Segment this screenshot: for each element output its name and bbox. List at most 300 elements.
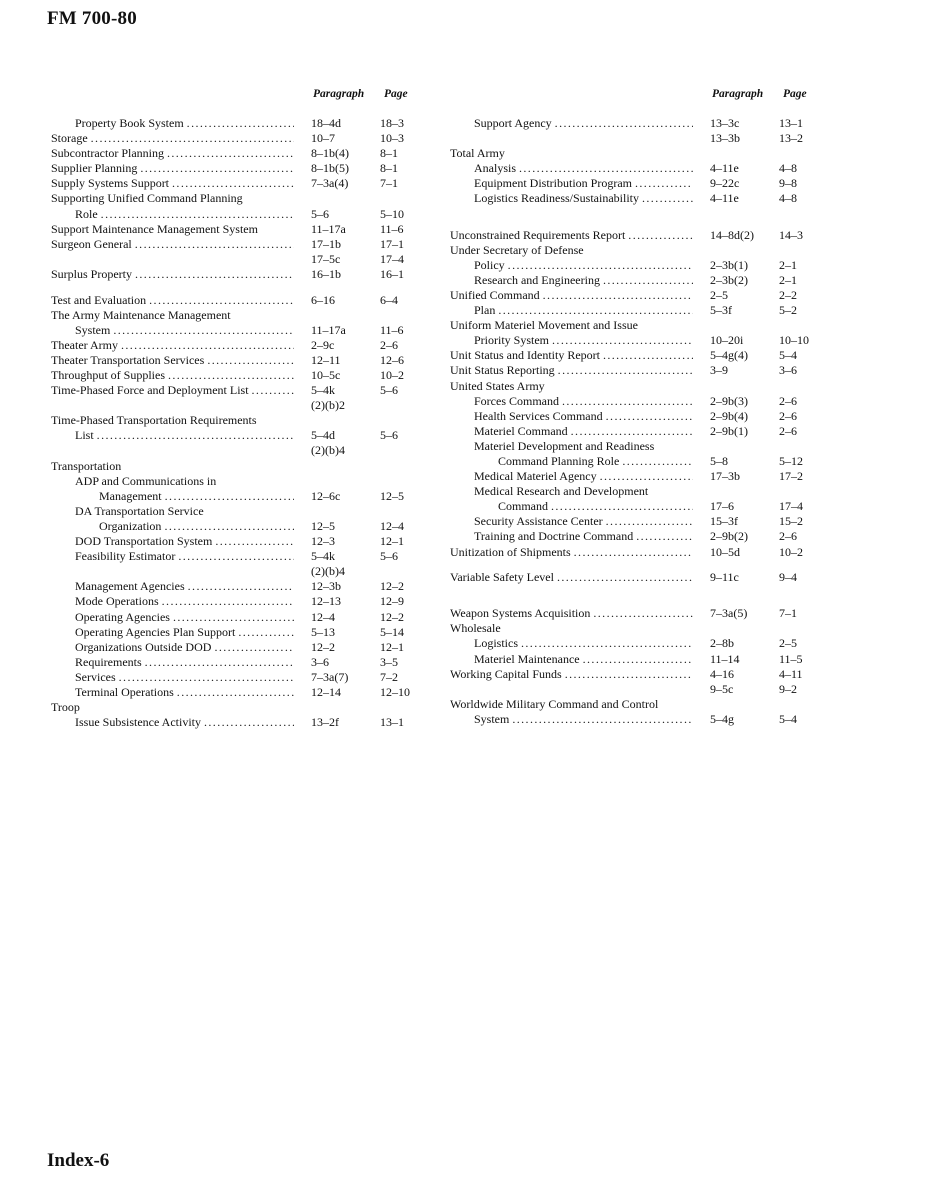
- entry-term: [75, 685, 294, 700]
- entry-term: [99, 489, 294, 504]
- index-entry: [51, 308, 426, 323]
- entry-term-text: DA Transportation Service: [75, 503, 204, 518]
- entry-term-text: Issue Subsistence Activity: [75, 715, 201, 730]
- dot-leader: [135, 267, 294, 282]
- entry-term-text: Materiel Command: [474, 423, 568, 438]
- index-entry: [450, 697, 825, 712]
- entry-paragraph: 5–4d: [311, 428, 335, 443]
- entry-page: 2–1: [779, 272, 797, 287]
- dot-leader: [168, 368, 294, 383]
- entry-paragraph: 2–8b: [710, 636, 734, 651]
- entry-paragraph: 11–14: [710, 651, 740, 666]
- entry-term-text: System: [474, 711, 510, 726]
- entry-term-text: Priority System: [474, 333, 550, 348]
- index-entry: [450, 529, 825, 544]
- entry-paragraph: 2–9b(3): [710, 393, 748, 408]
- index-entry: [51, 267, 426, 282]
- entry-page: 5–6: [380, 428, 398, 443]
- entry-term-text: Total Army: [450, 146, 505, 161]
- entry-page: 10–2: [779, 544, 803, 559]
- entry-term-text: Supporting Unified Command Planning: [51, 191, 243, 206]
- entry-term: [474, 161, 693, 176]
- entry-term-text: Mode Operations: [75, 594, 159, 609]
- entry-paragraph: 17–6: [710, 499, 734, 514]
- entry-term: [75, 594, 294, 609]
- entry-term-text: Transportation: [51, 458, 122, 473]
- entry-page: 2–1: [779, 257, 797, 272]
- dot-leader: [207, 353, 294, 368]
- entry-paragraph: 3–6: [311, 654, 329, 669]
- index-entry: [450, 273, 825, 288]
- entry-term-text: Throughput of Supplies: [51, 368, 165, 382]
- dot-leader: [178, 549, 294, 564]
- entry-term: [75, 579, 294, 594]
- dot-leader: [164, 519, 294, 534]
- index-entry: [51, 413, 426, 428]
- entry-page: 5–4: [779, 711, 797, 726]
- entry-term: [474, 469, 693, 484]
- index-entry: [450, 348, 825, 363]
- entry-page: 15–2: [779, 514, 803, 529]
- entry-paragraph: (2)(b)4: [311, 564, 345, 579]
- entry-paragraph: (2)(b)2: [311, 398, 345, 413]
- entry-paragraph: 10–5c: [311, 368, 341, 382]
- dot-leader: [238, 625, 294, 640]
- entry-term-text: Management: [99, 488, 162, 503]
- entry-term-text: Training and Doctrine Command: [474, 529, 634, 544]
- entry-paragraph: 8–1b(4): [311, 146, 349, 161]
- entry-term: [474, 424, 693, 439]
- entry-term: [498, 454, 693, 469]
- entry-page: 11–6: [380, 221, 404, 236]
- index-entry: [51, 222, 426, 237]
- dot-leader: [173, 610, 294, 625]
- dot-leader: [149, 293, 294, 308]
- entry-paragraph: 12–13: [311, 594, 341, 609]
- index-entry: [450, 514, 825, 529]
- entry-paragraph: 10–7: [311, 131, 335, 146]
- entry-paragraph: 12–2: [311, 639, 335, 654]
- page-column-header: Page: [384, 88, 408, 100]
- entry-term: [474, 652, 693, 667]
- index-entry: [51, 176, 426, 191]
- index-entry: [51, 504, 426, 519]
- entry-page: 2–6: [779, 423, 797, 438]
- index-entry: [450, 712, 825, 727]
- entry-term: [450, 606, 693, 621]
- page-column-header: Page: [783, 88, 807, 100]
- entry-paragraph: 2–9b(4): [710, 408, 748, 423]
- dot-leader: [162, 594, 294, 609]
- entry-term-text: Uniform Materiel Movement and Issue: [450, 318, 638, 333]
- entry-term: [51, 368, 294, 383]
- entry-term: [474, 258, 693, 273]
- entry-paragraph: 5–4k: [311, 549, 335, 564]
- entry-paragraph: 6–16: [311, 292, 335, 307]
- entry-paragraph: 16–1b: [311, 266, 341, 281]
- index-entry: [51, 383, 426, 398]
- entry-paragraph: 5–4g: [710, 711, 734, 726]
- index-entry: [450, 379, 825, 394]
- index-entry: [51, 489, 426, 504]
- entry-term: [75, 655, 294, 670]
- entry-term: [450, 667, 693, 682]
- entry-term-text: Terminal Operations: [75, 684, 174, 699]
- index-entry: [51, 368, 426, 383]
- entry-term-text: Unit Status and Identity Report: [450, 348, 600, 363]
- index-entry: [51, 131, 426, 146]
- entry-term: [474, 273, 693, 288]
- index-entry: [450, 424, 825, 439]
- entry-term-text: Wholesale: [450, 621, 501, 636]
- entry-term: [474, 514, 693, 529]
- index-entry: [450, 161, 825, 176]
- entry-term-text: Materiel Maintenance: [474, 651, 580, 666]
- dot-leader: [565, 667, 693, 682]
- index-entry: [51, 161, 426, 176]
- dot-leader: [113, 323, 294, 338]
- entry-term-text: Logistics Readiness/Sustainability: [474, 191, 639, 206]
- entry-term: [51, 459, 351, 474]
- entry-term-text: Services: [75, 669, 116, 684]
- dot-leader: [557, 570, 693, 585]
- entry-page: 7–2: [380, 669, 398, 684]
- index-entry: [51, 237, 426, 252]
- entry-spacer: [450, 207, 825, 218]
- entry-paragraph: 8–1b(5): [311, 161, 349, 176]
- entry-term: [474, 529, 693, 544]
- dot-leader: [606, 514, 693, 529]
- entry-term: [450, 621, 750, 636]
- dot-leader: [512, 712, 693, 727]
- dot-leader: [97, 428, 294, 443]
- entry-term-text: Supplier Planning: [51, 161, 138, 176]
- entry-page: 2–6: [380, 337, 398, 352]
- entry-term-text: Medical Materiel Agency: [474, 469, 597, 484]
- dot-leader: [167, 146, 294, 161]
- running-header: FM 700-80: [47, 8, 137, 29]
- entry-spacer: [450, 560, 825, 571]
- index-entry: [51, 428, 426, 443]
- index-entry: [51, 474, 426, 489]
- entry-term: [75, 116, 294, 131]
- index-entry: [51, 459, 426, 474]
- index-entry: [51, 715, 426, 730]
- entry-paragraph: 17–3b: [710, 469, 740, 484]
- entry-term-text: Materiel Development and Readiness: [474, 438, 655, 453]
- dot-leader: [508, 258, 693, 273]
- index-entry: [51, 700, 426, 715]
- entry-term: [51, 413, 351, 428]
- index-entry: [51, 207, 426, 222]
- dot-leader: [121, 338, 294, 353]
- entry-term-text: List: [75, 428, 94, 443]
- entry-paragraph: 12–6c: [311, 488, 341, 503]
- entry-term-text: Command Planning Role: [498, 453, 620, 468]
- index-entry: [450, 484, 825, 499]
- index-entry: [51, 670, 426, 685]
- column-headers: [450, 86, 825, 116]
- dot-leader: [603, 273, 693, 288]
- dot-leader: [91, 131, 294, 146]
- index-entry: [450, 499, 825, 514]
- entry-paragraph: 12–4: [311, 609, 335, 624]
- index-column-left: [51, 86, 426, 730]
- index-entry: [51, 338, 426, 353]
- dot-leader: [583, 652, 693, 667]
- entry-page: 13–2: [779, 131, 803, 146]
- entry-page: 5–2: [779, 303, 797, 318]
- entry-page: 2–5: [779, 636, 797, 651]
- entry-paragraph: 12–3b: [311, 579, 341, 594]
- entry-paragraph: 4–16: [710, 666, 734, 681]
- entry-term: [51, 293, 294, 308]
- entry-page: 12–2: [380, 609, 404, 624]
- entry-page: 5–4: [779, 348, 797, 363]
- entry-term: [450, 243, 750, 258]
- entry-paragraph: 9–11c: [710, 570, 739, 585]
- entry-page: 5–14: [380, 624, 404, 639]
- entry-term-text: Equipment Distribution Program: [474, 176, 632, 191]
- entry-page: 11–5: [779, 651, 803, 666]
- entry-page: 7–1: [380, 176, 398, 191]
- index-entry: [51, 398, 426, 413]
- entry-paragraph: 13–3c: [710, 116, 740, 130]
- entry-paragraph: 10–5d: [710, 544, 740, 559]
- index-entry: [450, 606, 825, 621]
- entry-term: [75, 323, 294, 338]
- entry-term-text: Policy: [474, 257, 505, 272]
- entry-term: [474, 303, 693, 318]
- entry-page: 14–3: [779, 227, 803, 242]
- entry-term: [474, 333, 693, 348]
- paragraph-column-header: Paragraph: [712, 88, 764, 100]
- index-entry: [450, 394, 825, 409]
- entry-spacer: [51, 282, 426, 293]
- entry-paragraph: 12–3: [311, 534, 335, 549]
- index-entry: [51, 579, 426, 594]
- dot-leader: [172, 176, 294, 191]
- index-entry: [450, 439, 825, 454]
- entry-term: [450, 318, 750, 333]
- index-entry: [51, 443, 426, 458]
- entry-term-text: Command: [498, 499, 548, 514]
- dot-leader: [593, 606, 693, 621]
- entry-paragraph: 2–5: [710, 287, 728, 302]
- index-entry: [450, 333, 825, 348]
- entry-page: 9–4: [779, 570, 797, 585]
- entry-term: [75, 474, 375, 489]
- entry-term-text: Logistics: [474, 636, 518, 651]
- entry-paragraph: 13–3b: [710, 131, 740, 146]
- entry-term: [474, 439, 774, 454]
- entry-page: 8–1: [380, 161, 398, 176]
- entry-term: [474, 176, 693, 191]
- entry-term-text: The Army Maintenance Management: [51, 307, 231, 322]
- entry-term-text: Surgeon General: [51, 236, 132, 251]
- entry-term-text: Research and Engineering: [474, 272, 600, 287]
- entry-paragraph: 18–4d: [311, 116, 341, 130]
- entry-page: 17–4: [779, 499, 803, 514]
- index-entry: [450, 363, 825, 378]
- entry-term: [51, 353, 294, 368]
- entry-paragraph: 7–3a(5): [710, 606, 748, 621]
- entry-term: [51, 237, 294, 252]
- entry-paragraph: 7–3a(4): [311, 176, 349, 191]
- entry-term: [51, 146, 294, 161]
- entry-paragraph: (2)(b)4: [311, 443, 345, 458]
- entry-page: 5–10: [380, 206, 404, 221]
- entry-page: 12–9: [380, 594, 404, 609]
- entry-paragraph: 15–3f: [710, 514, 738, 529]
- entry-paragraph: 5–3f: [710, 303, 732, 318]
- entry-paragraph: 2–9c: [311, 337, 335, 352]
- entry-term: [75, 534, 294, 549]
- index-entry: [51, 640, 426, 655]
- entry-term: [75, 504, 375, 519]
- entry-paragraph: 17–5c: [311, 251, 341, 266]
- entry-page: 4–8: [779, 191, 797, 206]
- index-entry: [450, 621, 825, 636]
- entry-term: [75, 640, 294, 655]
- dot-leader: [600, 469, 693, 484]
- dot-leader: [119, 670, 294, 685]
- dot-leader: [603, 348, 693, 363]
- entry-paragraph: 5–13: [311, 624, 335, 639]
- entry-page: 9–8: [779, 176, 797, 191]
- index-entry: [51, 116, 426, 131]
- entry-page: 12–1: [380, 534, 404, 549]
- index-entry: [450, 545, 825, 560]
- entry-term: [474, 191, 693, 206]
- entry-paragraph: 5–8: [710, 453, 728, 468]
- entry-page: 5–6: [380, 549, 398, 564]
- entry-page: 16–1: [380, 266, 404, 281]
- entry-term: [51, 161, 294, 176]
- entry-term-text: Unit Status Reporting: [450, 363, 555, 378]
- entry-term-text: Supply Systems Support: [51, 176, 170, 191]
- entry-page: 3–5: [380, 654, 398, 669]
- index-entry: [51, 293, 426, 308]
- dot-leader: [635, 176, 693, 191]
- entry-term-text: Analysis: [474, 161, 516, 176]
- entry-spacer: [450, 596, 825, 607]
- entry-paragraph: 12–5: [311, 518, 335, 533]
- index-entry: [51, 564, 426, 579]
- entry-paragraph: 5–6: [311, 206, 329, 221]
- index-entry: [450, 667, 825, 682]
- entry-page: 10–10: [779, 333, 809, 348]
- entry-term-text: Time-Phased Transportation Requirements: [51, 413, 257, 428]
- entry-page: 2–2: [779, 287, 797, 302]
- dot-leader: [606, 409, 693, 424]
- entry-term: [474, 116, 693, 131]
- index-entry: [450, 570, 825, 585]
- entry-term-text: Time-Phased Force and Deployment List: [51, 383, 249, 398]
- index-entry: [450, 228, 825, 243]
- entry-page: 4–8: [779, 161, 797, 176]
- entry-term: [51, 191, 351, 206]
- entry-term-text: Unconstrained Requirements Report: [450, 227, 626, 242]
- dot-leader: [204, 715, 294, 730]
- entry-term: [450, 228, 693, 243]
- entry-term-text: Working Capital Funds: [450, 666, 562, 681]
- entry-term: [474, 484, 774, 499]
- dot-leader: [187, 116, 294, 131]
- dot-leader: [135, 237, 294, 252]
- entry-term-text: Forces Command: [474, 393, 559, 408]
- dot-leader: [521, 636, 693, 651]
- entry-paragraph: 13–2f: [311, 715, 339, 730]
- entry-term: [75, 207, 294, 222]
- entry-term-text: Troop: [51, 700, 80, 715]
- index-entry: [51, 655, 426, 670]
- entry-paragraph: 10–20i: [710, 333, 744, 348]
- index-column-right: [450, 86, 825, 727]
- index-entry: [450, 288, 825, 303]
- index-entry: [450, 258, 825, 273]
- entry-term: [498, 499, 693, 514]
- entry-term-text: Storage: [51, 131, 88, 146]
- entry-paragraph: 3–9: [710, 363, 728, 378]
- entry-page: 13–1: [779, 116, 803, 130]
- entry-page: 2–6: [779, 529, 797, 544]
- entry-paragraph: 11–17a: [311, 322, 346, 337]
- entry-page: 12–2: [380, 579, 404, 594]
- index-entry: [450, 116, 825, 131]
- entry-page: 5–12: [779, 453, 803, 468]
- entry-paragraph: 9–22c: [710, 176, 740, 191]
- entry-term: [450, 288, 693, 303]
- dot-leader: [642, 191, 693, 206]
- index-entry: [450, 469, 825, 484]
- dot-leader: [552, 333, 693, 348]
- dot-leader: [145, 655, 294, 670]
- entry-term-text: Role: [75, 206, 98, 221]
- index-entries: [51, 116, 426, 730]
- entry-term: [75, 715, 294, 730]
- entry-page: 12–10: [380, 684, 410, 699]
- dot-leader: [215, 534, 294, 549]
- entry-term-text: Unified Command: [450, 287, 540, 302]
- entry-page: 10–3: [380, 131, 404, 146]
- entry-term-text: DOD Transportation System: [75, 534, 213, 549]
- index-entry: [51, 610, 426, 625]
- index-entry: [51, 191, 426, 206]
- entry-paragraph: 4–11e: [710, 161, 739, 176]
- entry-paragraph: 2–9b(2): [710, 529, 748, 544]
- entry-term-text: Management Agencies: [75, 579, 185, 594]
- entry-spacer: [450, 585, 825, 596]
- entry-page: 17–2: [779, 469, 803, 484]
- entry-page: 12–1: [380, 639, 404, 654]
- entry-term-text: Security Assistance Center: [474, 514, 603, 529]
- dot-leader: [165, 489, 294, 504]
- entry-term: [75, 549, 294, 564]
- entry-term-text: Weapon Systems Acquisition: [450, 606, 591, 621]
- entry-paragraph: 17–1b: [311, 236, 341, 251]
- entry-term-text: Requirements: [75, 654, 142, 669]
- index-entry: [450, 454, 825, 469]
- entry-term-text: Feasibility Estimator: [75, 549, 176, 564]
- entry-term: [474, 712, 693, 727]
- entry-term: [450, 545, 693, 560]
- entry-term-text: Organization: [99, 518, 162, 533]
- entry-paragraph: 11–17a: [311, 221, 346, 236]
- entry-page: 9–2: [779, 681, 797, 696]
- index-entries: [450, 116, 825, 727]
- entry-page: 11–6: [380, 322, 404, 337]
